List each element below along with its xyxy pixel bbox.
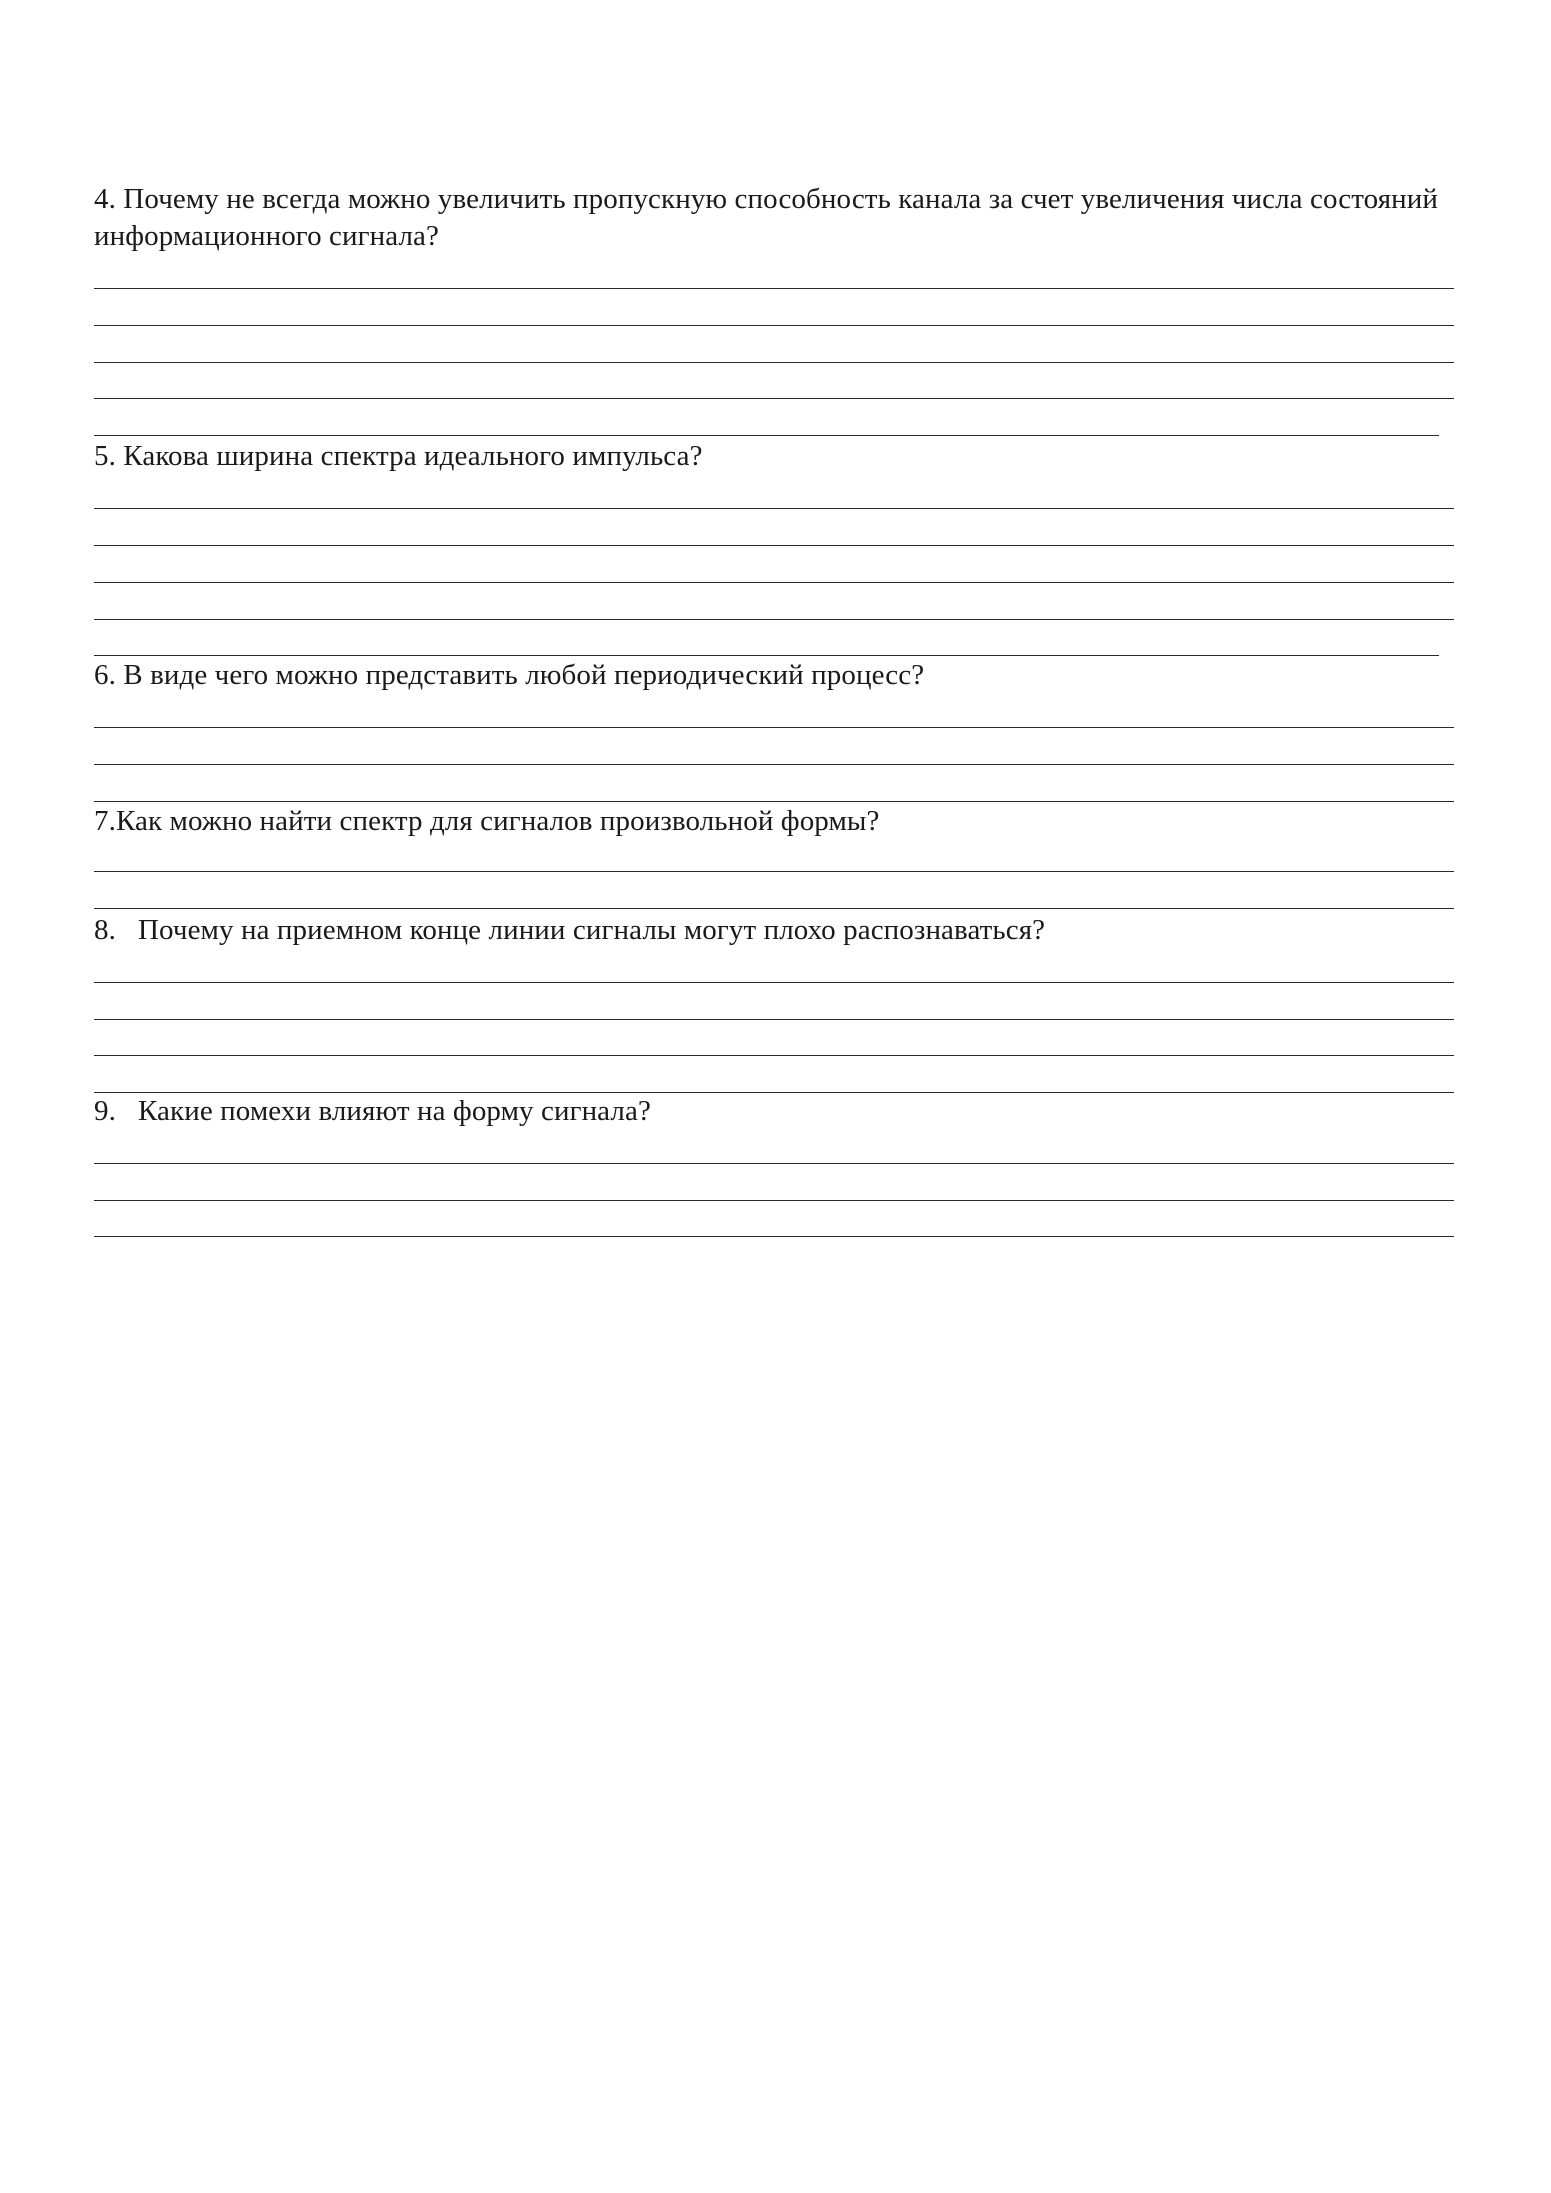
answer-line[interactable] xyxy=(94,288,1454,289)
question-4: 4. Почему не всегда можно увеличить пропускную способность канала за счет увеличения числа состояний информационного сигнала? xyxy=(94,183,1438,252)
answer-line[interactable] xyxy=(94,801,1454,802)
answer-line[interactable] xyxy=(94,325,1454,326)
question-9: 9. Какие помехи влияют на форму сигнала? xyxy=(94,1095,651,1127)
answer-line[interactable] xyxy=(94,398,1454,399)
question-8: 8. Почему на приемном конце линии сигналы могут плохо распознаваться? xyxy=(94,914,1046,946)
answer-line[interactable] xyxy=(94,982,1454,983)
answer-line[interactable] xyxy=(94,908,1454,909)
answer-line[interactable] xyxy=(94,727,1454,728)
answer-line[interactable] xyxy=(94,508,1454,509)
question-7: 7.Как можно найти спектр для сигналов произвольной формы? xyxy=(94,805,880,837)
answer-line[interactable] xyxy=(94,1055,1454,1056)
answer-line[interactable] xyxy=(94,1200,1454,1201)
answer-line[interactable] xyxy=(94,1019,1454,1020)
answer-line[interactable] xyxy=(94,655,1439,656)
answer-line[interactable] xyxy=(94,435,1439,436)
answer-line[interactable] xyxy=(94,582,1454,583)
question-5: 5. Какова ширина спектра идеального импульса? xyxy=(94,440,703,472)
answer-line[interactable] xyxy=(94,764,1454,765)
answer-line[interactable] xyxy=(94,871,1454,872)
answer-line[interactable] xyxy=(94,1236,1454,1237)
answer-line[interactable] xyxy=(94,545,1454,546)
question-6: 6. В виде чего можно представить любой периодический процесс? xyxy=(94,659,925,691)
answer-line[interactable] xyxy=(94,619,1454,620)
answer-line[interactable] xyxy=(94,362,1454,363)
answer-line[interactable] xyxy=(94,1163,1454,1164)
